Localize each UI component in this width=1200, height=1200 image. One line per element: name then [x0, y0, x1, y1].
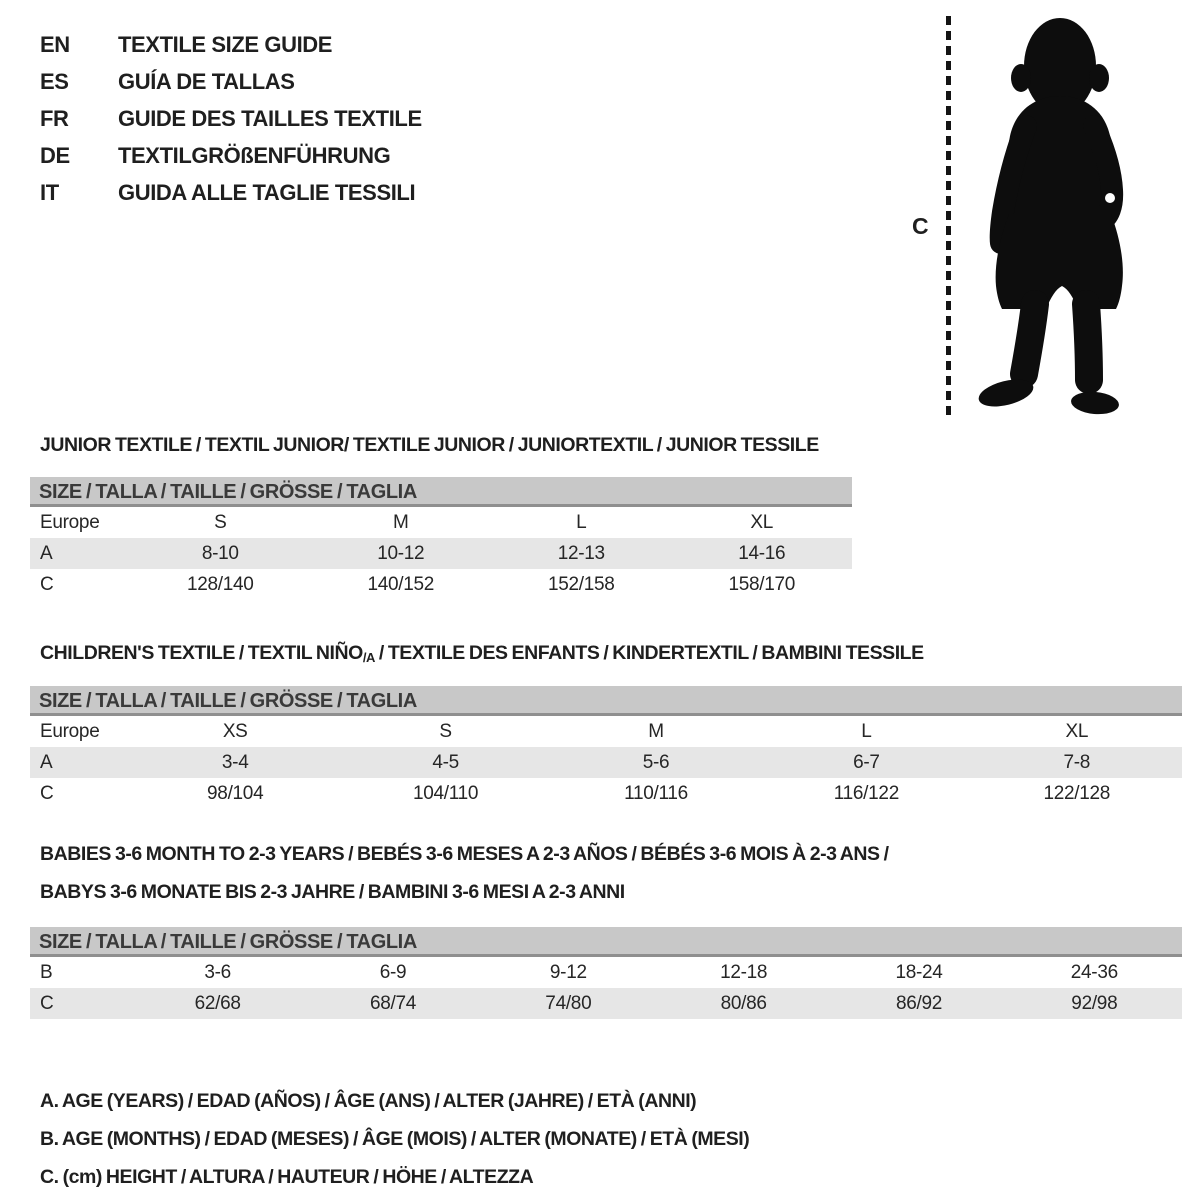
- language-code: ES: [40, 68, 69, 94]
- row-label: Europe: [40, 511, 100, 533]
- table-row: [30, 778, 1182, 809]
- value-cell: 12-18: [720, 961, 768, 983]
- size-cell: M: [648, 720, 664, 742]
- row-label: A: [40, 751, 53, 773]
- children-title-prefix: CHILDREN'S TEXTILE / TEXTIL NIÑO: [40, 642, 363, 664]
- value-cell: 128/140: [186, 573, 254, 595]
- value-cell: 122/128: [1043, 782, 1111, 804]
- row-label: Europe: [40, 720, 100, 742]
- language-label: GUÍA DE TALLAS: [118, 68, 295, 94]
- row-label: A: [40, 542, 53, 564]
- babies-section-title-line1: BABIES 3-6 MONTH TO 2-3 YEARS / BEBÉS 3-6 MESES A 2-3 AÑOS / BÉBÉS 3-6 MOIS À 2-3 ANS /: [40, 843, 889, 865]
- value-cell: 12-13: [557, 542, 605, 564]
- value-cell: 3-4: [221, 751, 249, 773]
- children-title-suffix: / TEXTILE DES ENFANTS / KINDERTEXTIL / BAMBINI TESSILE: [374, 642, 924, 664]
- value-cell: 68/74: [369, 992, 417, 1014]
- babies-table-size-header: SIZE / TALLA / TAILLE / GRÖSSE / TAGLIA: [30, 927, 1182, 957]
- children-section-title: [40, 642, 924, 665]
- size-cell: M: [392, 511, 409, 533]
- footnotes: [40, 1082, 749, 1196]
- value-cell: 9-12: [549, 961, 587, 983]
- row-label: C: [40, 782, 54, 804]
- table-row: [30, 716, 1182, 747]
- value-cell: 8-10: [201, 542, 239, 564]
- value-cell: 62/68: [194, 992, 241, 1014]
- height-measure-label: C: [912, 213, 929, 239]
- table-row: [30, 988, 1182, 1019]
- row-label: B: [40, 961, 53, 983]
- language-code: IT: [40, 179, 59, 205]
- table-row: [30, 747, 1182, 778]
- value-cell: 86/92: [895, 992, 943, 1014]
- row-label: C: [40, 573, 54, 595]
- language-label: GUIDE DES TAILLES TEXTILE: [118, 105, 422, 131]
- language-code: DE: [40, 142, 70, 168]
- value-cell: 10-12: [377, 542, 425, 564]
- language-label: GUIDA ALLE TAGLIE TESSILI: [118, 179, 416, 205]
- value-cell: 6-9: [379, 961, 407, 983]
- language-row: [40, 174, 422, 211]
- junior-size-table: [30, 477, 852, 600]
- size-cell: S: [214, 511, 227, 533]
- value-cell: 152/158: [547, 573, 615, 595]
- size-cell: S: [439, 720, 452, 742]
- toddler-silhouette-icon: [972, 14, 1152, 416]
- value-cell: 7-8: [1063, 751, 1091, 773]
- footnote-a: A. AGE (YEARS) / EDAD (AÑOS) / ÂGE (ANS) / ALTER (JAHRE) / ETÀ (ANNI): [40, 1090, 697, 1112]
- junior-section-title: JUNIOR TEXTILE / TEXTIL JUNIOR/ TEXTILE JUNIOR / JUNIORTEXTIL / JUNIOR TESSILE: [40, 434, 819, 456]
- language-row: [40, 137, 422, 174]
- language-code: FR: [40, 105, 69, 131]
- size-cell: XL: [750, 511, 774, 533]
- language-code: EN: [40, 31, 70, 57]
- babies-section-title-line2: BABYS 3-6 MONATE BIS 2-3 JAHRE / BAMBINI 3-6 MESI A 2-3 ANNI: [40, 881, 625, 903]
- size-cell: XL: [1065, 720, 1089, 742]
- table-row: [30, 569, 852, 600]
- value-cell: 110/116: [624, 782, 688, 804]
- table-row: [30, 538, 852, 569]
- footnote-b: B. AGE (MONTHS) / EDAD (MESES) / ÂGE (MOIS) / ALTER (MONATE) / ETÀ (MESI): [40, 1128, 750, 1150]
- row-label: C: [40, 992, 54, 1014]
- value-cell: 4-5: [432, 751, 459, 773]
- value-cell: 18-24: [895, 961, 943, 983]
- value-cell: 74/80: [545, 992, 592, 1014]
- language-row: [40, 26, 422, 63]
- language-row: [40, 100, 422, 137]
- value-cell: 116/122: [833, 782, 899, 804]
- value-cell: 6-7: [853, 751, 880, 773]
- value-cell: 92/98: [1071, 992, 1118, 1014]
- language-row: [40, 63, 422, 100]
- size-cell: XS: [222, 720, 248, 742]
- footnote-c: C. (cm) HEIGHT / ALTURA / HAUTEUR / HÖHE / ALTEZZA: [40, 1166, 534, 1188]
- value-cell: 140/152: [367, 573, 435, 595]
- language-label: TEXTILGRÖßENFÜHRUNG: [118, 142, 391, 168]
- value-cell: 158/170: [728, 573, 796, 595]
- value-cell: 3-6: [204, 961, 231, 983]
- junior-table-size-header: SIZE / TALLA / TAILLE / GRÖSSE / TAGLIA: [30, 477, 852, 507]
- children-title-subscript: /A: [362, 650, 375, 665]
- language-label: TEXTILE SIZE GUIDE: [118, 31, 333, 57]
- children-table-size-header: SIZE / TALLA / TAILLE / GRÖSSE / TAGLIA: [30, 686, 1182, 716]
- language-list: [40, 26, 422, 211]
- table-row: [30, 957, 1182, 988]
- value-cell: 104/110: [413, 782, 479, 804]
- value-cell: 80/86: [720, 992, 767, 1014]
- value-cell: 24-36: [1070, 961, 1118, 983]
- value-cell: 98/104: [207, 782, 264, 804]
- value-cell: 5-6: [642, 751, 670, 773]
- children-size-table: [30, 686, 1182, 809]
- height-measure-dashed-line: [946, 16, 951, 416]
- value-cell: 14-16: [738, 542, 786, 564]
- table-row: [30, 507, 852, 538]
- size-cell: L: [576, 511, 587, 533]
- babies-size-table: [30, 927, 1182, 1019]
- size-cell: L: [861, 720, 872, 742]
